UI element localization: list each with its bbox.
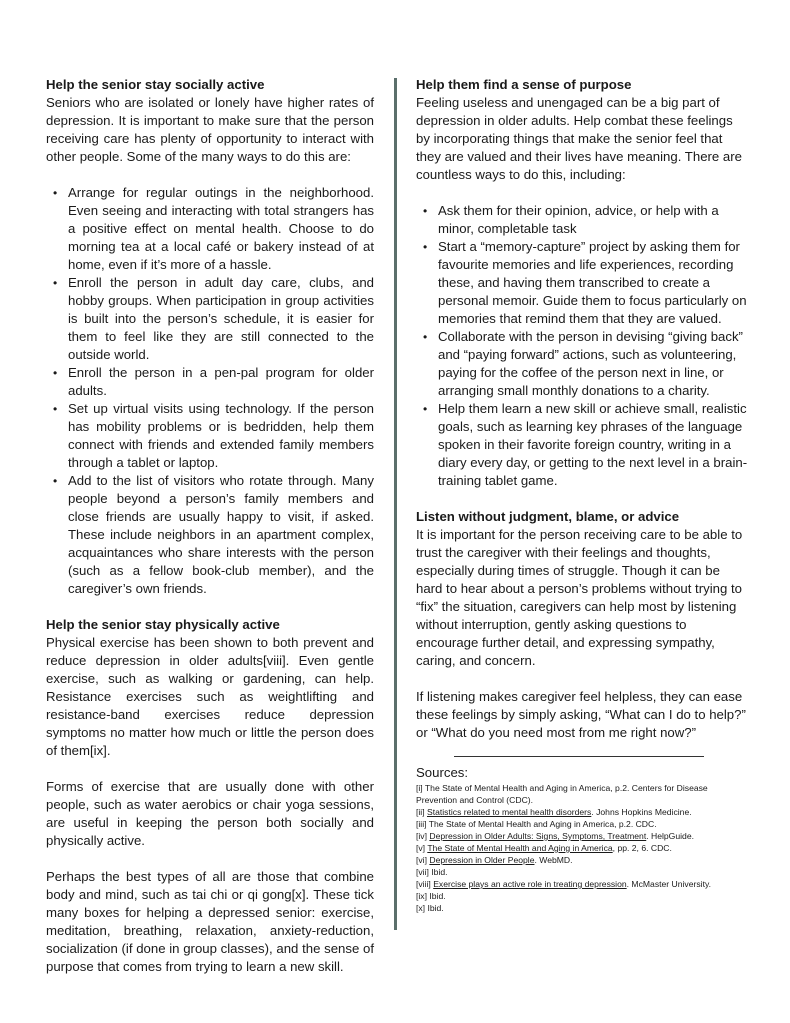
list-item: • Start a “memory-capture” project by asking them for favourite memories and life experiences, recording these, and having them transcribed to create a personal memoir. Guide them to focus particularly on memories that remind them that they are valued. — [438, 238, 750, 328]
source-ref: [ii] — [416, 807, 427, 817]
source-ref: [viii] — [416, 879, 434, 889]
source-text: , pp. 2, 6. CDC. — [612, 843, 672, 853]
source-ref: [iv] — [416, 831, 430, 841]
sources-title: Sources: — [416, 765, 469, 780]
section-heading-physically-active: Help the senior stay physically active — [46, 617, 280, 632]
source-item — [416, 806, 750, 818]
source-ref: [vi] — [416, 855, 430, 865]
physically-active-paragraph: Perhaps the best types of all are those that combine body and mind, such as tai chi or qi gong[x]. These tick many boxes for helping a depressed senior: exercise, meditation, breathing, relaxation, anxiety-reduction, socialization (if done in group classes), and the sense of purpose that comes from trying to learn a new skill. — [46, 869, 374, 974]
source-text: Ibid. — [431, 867, 448, 877]
sources-list — [416, 782, 750, 914]
source-item — [416, 818, 750, 830]
source-ref: [i] — [416, 783, 425, 793]
source-item — [416, 830, 750, 842]
list-item: • Enroll the person in a pen-pal program for older adults. — [68, 364, 374, 400]
column-divider — [394, 78, 397, 930]
right-column — [416, 76, 750, 914]
sources-separator — [454, 756, 704, 757]
socially-active-intro: Seniors who are isolated or lonely have higher rates of depression. It is important to make sure that the person receiving care has plenty of opportunity to interact with other people. Some of the many ways to do this are: — [46, 95, 374, 164]
list-item: • Help them learn a new skill or achieve small, realistic goals, such as learning key phrases of the language spoken in their favorite foreign country, writing in a diary every day, or getting to the next level in a brain-training tablet game. — [438, 400, 750, 490]
sense-of-purpose-list — [416, 202, 750, 490]
list-item: • Set up virtual visits using technology. If the person has mobility problems or is bedridden, help them connect with friends and extended family members through a tablet or laptop. — [68, 400, 374, 472]
source-link[interactable]: Exercise plays an active role in treating depression — [433, 879, 627, 889]
source-item — [416, 902, 750, 914]
source-text: Ibid. — [429, 891, 446, 901]
socially-active-list — [46, 184, 374, 598]
source-ref: [v] — [416, 843, 428, 853]
source-text: . McMaster University. — [626, 879, 712, 889]
source-item — [416, 854, 750, 866]
section-heading-sense-of-purpose: Help them find a sense of purpose — [416, 77, 632, 92]
source-ref: [ix] — [416, 891, 430, 901]
list-item: • Enroll the person in adult day care, clubs, and hobby groups. When participation in group activities is built into the person’s schedule, it is easier for them to feel like they are still connected to the outside world. — [68, 274, 374, 364]
listen-paragraph: It is important for the person receiving care to be able to trust the caregiver with their feelings and thoughts, especially during times of struggle. Though it can be hard to hear about a person’s problems without trying to “fix” the situation, caregivers can help most by listening without interruption, gently asking questions to encourage further detail, and expressing sympathy, caring, and concern. — [416, 527, 743, 668]
source-text: The State of Mental Health and Aging in America, p.2. CDC. — [428, 819, 657, 829]
section-heading-listen: Listen without judgment, blame, or advice — [416, 509, 680, 524]
source-text: . Johns Hopkins Medicine. — [591, 807, 692, 817]
source-link[interactable]: Statistics related to mental health disorders — [426, 807, 592, 817]
source-item — [416, 842, 750, 854]
source-link[interactable]: Depression in Older Adults: Signs, Symptoms, Treatment — [429, 831, 647, 841]
listen-paragraph: If listening makes caregiver feel helpless, they can ease these feelings by simply asking, “What can I do to help?” or “What do you need most from me right now?” — [416, 689, 746, 740]
left-column — [46, 76, 374, 976]
source-ref: [iii] — [416, 819, 429, 829]
source-text: . HelpGuide. — [646, 831, 695, 841]
source-text: . WebMD. — [534, 855, 573, 865]
source-item — [416, 878, 750, 890]
source-ref: [x] — [416, 903, 428, 913]
source-ref: [vii] — [416, 867, 432, 877]
list-item: • Arrange for regular outings in the neighborhood. Even seeing and interacting with total strangers has a positive effect on mental health. Choose to do morning tea at a local café or bakery instead of at home, even if it’s more of a hassle. — [68, 184, 374, 274]
source-item — [416, 890, 750, 902]
sense-of-purpose-intro: Feeling useless and unengaged can be a big part of depression in older adults. Help combat these feelings by incorporating things that make the senior feel that they are valued and their lives have meaning. There are countless ways to do this, including: — [416, 95, 742, 182]
source-item — [416, 866, 750, 878]
list-item: • Add to the list of visitors who rotate through. Many people beyond a person’s family members and close friends are usually happy to visit, if asked. These include neighbors in an apartment complex, acquaintances who share interests with the person (such as a fellow book-club member), and the caregiver’s own friends. — [68, 472, 374, 598]
source-link[interactable]: The State of Mental Health and Aging in America — [427, 843, 613, 853]
source-link[interactable]: Depression in Older People — [429, 855, 535, 865]
source-item — [416, 782, 750, 806]
source-text: Ibid. — [427, 903, 444, 913]
list-item: • Ask them for their opinion, advice, or help with a minor, completable task — [438, 202, 750, 238]
section-heading-socially-active: Help the senior stay socially active — [46, 77, 265, 92]
physically-active-paragraph: Forms of exercise that are usually done with other people, such as water aerobics or chair yoga sessions, are useful in keeping the person both socially and physically active. — [46, 779, 374, 848]
list-item: • Collaborate with the person in devising “giving back” and “paying forward” actions, such as volunteering, paying for the coffee of the person next in line, or arranging small monthly donations to a charity. — [438, 328, 750, 400]
physically-active-paragraph: Physical exercise has been shown to both prevent and reduce depression in older adults[viii]. Even gentle exercise, such as walking or gardening, can help. Resistance exercises such as weightlifting and resistance-band exercises reduce depression symptoms no matter how much or little the person does of them[ix]. — [46, 635, 374, 758]
source-text: The State of Mental Health and Aging in America, p.2. Centers for Disease Prevention and Control (CDC). — [416, 783, 708, 805]
